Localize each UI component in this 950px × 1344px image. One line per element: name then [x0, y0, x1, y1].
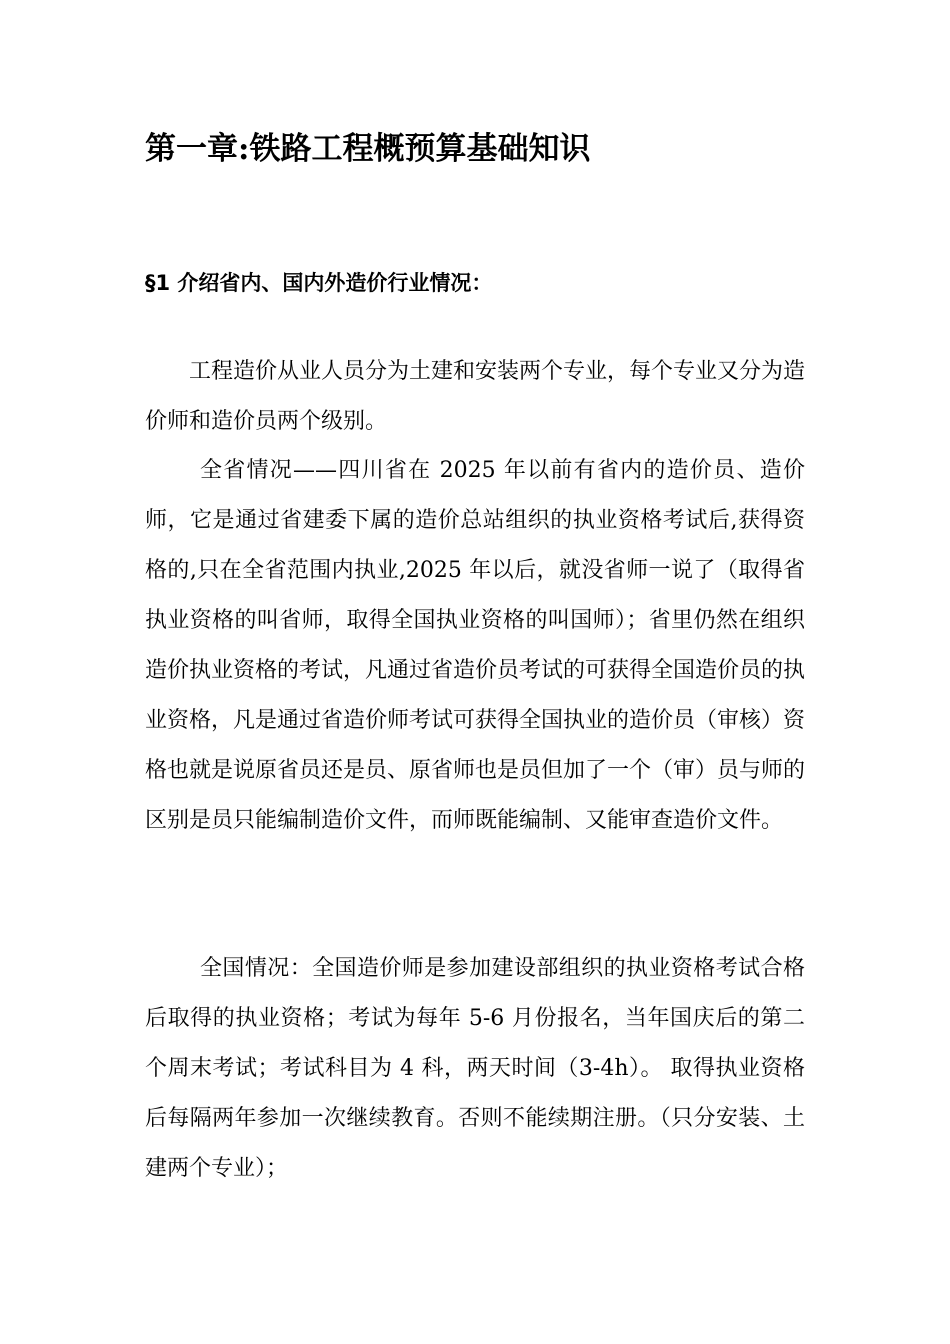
chapter-title: 第一章:铁路工程概预算基础知识	[145, 131, 591, 167]
paragraph-body-text: ——四川省在 2025 年以前有省内的造价员、造价师，它是通过省建委下属的造价总站组织的执业资格考试后,获得资格的,只在全省范围内执业,2025 年以后，就没省师一说了（取得省执业资格的叫省师，取得全国执业资格的叫国师）；省里仍然在组织造价执业资格的考试，凡通过省造价员考试的可获得全国造价员的执业资格，凡是通过省造价师考试可获得全国执业的造价员（审核）资格也就是说原省员还是员、原省师也是员但加了一个（审）员与师的区别是员只能编制造价文件，而师既能编制、又能审查造价文件。	[145, 458, 806, 833]
paragraph-lead-label: 全省情况	[200, 458, 294, 483]
paragraph-professions: 工程造价从业人员分为土建和安装两个专业，每个专业又分为造价师和造价员两个级别。	[145, 359, 806, 434]
paragraph-province-situation	[145, 446, 805, 846]
paragraph-national-situation: 全国情况：全国造价师是参加建设部组织的执业资格考试合格后取得的执业资格；考试为每年 5-6 月份报名，当年国庆后的第二个周末考试；考试科目为 4 科，两天时间（3-4h）。 取得执业资格后每隔两年参加一次继续教育。否则不能续期注册。（只分安装、土建两个专业）；	[145, 956, 805, 1181]
section-heading: §1 介绍省内、国内外造价行业情况：	[145, 271, 493, 295]
